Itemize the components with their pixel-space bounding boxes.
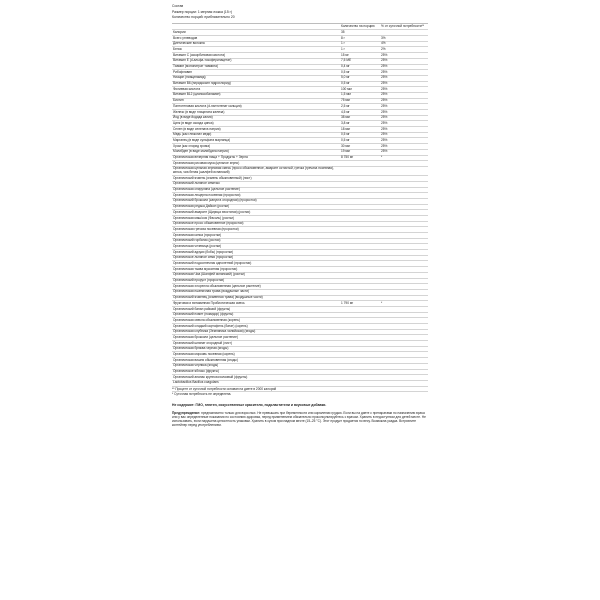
amount-per-serving: 75 мкг [340,98,380,104]
ingredient-name: Органическая гречиха посевная (проростки) [172,227,340,233]
ingredient-name: Органический ананас крупнохохолковый (фрукты) [172,375,340,381]
daily-value: 25% [380,81,428,87]
ingredient-name: Селен (в виде селената натрия) [172,127,340,133]
amount-per-serving: 1,5 мкг [340,92,380,98]
amount-per-serving: 0,5 мг [340,81,380,87]
ingredient-name: Органический подсолнечник однолетний (проростки) [172,261,340,267]
ingredient-name: Йод (в виде йодида калия) [172,115,340,121]
amount-per-serving: 0,4 мг [340,64,380,70]
ingredient-name: Тиамин (мононитрат тиамина) [172,64,340,70]
daily-value: 25% [380,64,428,70]
ingredient-name: Органический помет (помидор) (фрукты) [172,312,340,318]
header-amount: Количество на порцию [340,23,380,30]
amount-per-serving: 19 мкг [340,149,380,155]
ingredient-name: Органическая люцерна посевная (проростки) [172,193,340,199]
ingredient-name: Органическая спирулина (цельное растение) [172,187,340,193]
daily-value: 25% [380,104,428,110]
daily-value: 25% [380,115,428,121]
ingredient-name: Белок [172,47,340,53]
section-title: Состав [172,4,184,8]
ingredient-name: Органическое льняное семя (проростки) [172,255,340,261]
table-body [172,30,428,386]
ingredient-name: Органическая вишня обыкновенная (ягоды) [172,358,340,364]
daily-value: * [380,155,428,161]
amount-per-serving: 8 г [340,36,380,42]
ingredient-name: Витамин B12 (цианокобаламин) [172,92,340,98]
daily-value: 25% [380,110,428,116]
footnote-daily-value: ** Процент от суточной потребности основан на диете в 2000 калорий [172,386,428,392]
ingredient-name: Органическая вечерняя пища + Продукты + Зерна [172,155,340,161]
daily-value: 25% [380,127,428,133]
nutrition-table [172,23,428,386]
amount-per-serving: 4,5 мг [340,110,380,116]
ingredient-name: Органическая свекла обыкновенная (корень) [172,318,340,324]
ingredient-name: Органическая клубника (Земляника чилийская) (ягоды) [172,329,340,335]
ingredient-name: Органическая пшеничная трава (воздушные части) [172,289,340,295]
ingredient-name: Органический шпинат огородный (лист) [172,341,340,347]
ingredient-name: Органическая чечевица (ростки) [172,244,340,250]
header-name [172,23,340,30]
ingredient-name: Медь (как глюконат меди) [172,132,340,138]
ingredient-name: Органическое яблоко (фрукты) [172,369,340,375]
free-from-statement: Не содержит: ГМО, глютен, искусственные красители, подсластители и вкусовые добавки. [172,402,327,407]
daily-value: 4% [380,41,428,47]
ingredient-name: Пантотеновая кислота (d-пантотенат кальция) [172,104,340,110]
daily-value: 25% [380,121,428,127]
ingredient-name: Витамин Е (d-альфа-токоферилацетат) [172,58,340,64]
ingredient-name: Витамин С (аскорбиновая кислота) [172,53,340,59]
amount-per-serving: 1 790 мг [340,301,380,307]
daily-value: 25% [380,132,428,138]
ingredient-name: Органическая брокколи (цельное растение) [172,335,340,341]
ingredient-name: Органическая маш/соя (Фасоль) (ростки) [172,215,340,221]
ingredient-name: Органическая брюква черная (ягоды) [172,346,340,352]
amount-per-serving [340,166,380,175]
amount-per-serving: 100 мкг [340,87,380,93]
amount-per-serving: 5,0 мг [340,75,380,81]
ingredient-name: Органический сладкий картофель (батат) (корень) [172,324,340,330]
amount-per-serving: 2,5 мг [340,104,380,110]
amount-per-serving: 0,5 мг [340,70,380,76]
ingredient-name: Органическая хлорелла обыкновенная (цельное растение) [172,284,340,290]
supplement-facts [172,4,428,427]
ingredient-name: Органическая Чиа (Шалфей испанский) (ростки) [172,272,340,278]
daily-value: 25% [380,98,428,104]
amount-per-serving: 18 мкг [340,127,380,133]
ingredient-name: Всего углеводов [172,36,340,42]
ingredient-name: Органическая цельная зерновая смесь (просо обыкновенное, амарант остистый, гречка (гречиха посевная), киноа, чиа белая (шалфей испанский) [172,166,340,175]
daily-value: 25% [380,58,428,64]
ingredient-name: Органическая рисовая мука (цельное зерно) [172,161,340,167]
warning-text: предназначено только для взрослых. Не превышать при беременности или кормлении грудью. Если вы на диете с препаратами по назначению врача или у вас определенные показания по состоянию здоровья, перед применением обязательно проконсультируйтесь с врачом. Хранить в недоступном для детей месте. Не использовать, если нарушена целостность упаковки. Хранить в сухом прохладном месте (15–25 °С). Этот продукт продается по весу. Возможна усадка. Встряхните контейнер перед употреблением. [172,411,426,428]
daily-value: 25% [380,87,428,93]
ingredient-name: Органическая редька Дайкон (ростки) [172,204,340,210]
ingredient-name: Органический ячмень (ячмень обыкновенный) (лист) [172,176,340,182]
servings-per-container: Количество порций: приблизительно 20 [172,15,235,20]
daily-value: 25% [380,138,428,144]
ingredient-name: Диетические волокна [172,41,340,47]
warning-label: Предупреждение: [172,411,201,416]
ingredient-name: Молибден (в виде молибдата натрия) [172,149,340,155]
amount-per-serving: 15 мг [340,53,380,59]
ingredient-name: Цинк (в виде оксида цинка) [172,121,340,127]
daily-value: * [380,301,428,307]
amount-per-serving: 8 750 мг [340,155,380,161]
daily-value [380,166,428,175]
amount-per-serving: 0,5 мг [340,132,380,138]
ingredient-name: Органический брокколи (капуста огородная) (проростки) [172,198,340,204]
ingredient-name: Фруктовая и витаминная Пробиотическая смесь [172,301,340,307]
table-header-row [172,23,428,30]
ingredient-name: Марганец (в виде сульфата марганца) [172,138,340,144]
amount-per-serving: 1 г [340,47,380,53]
ingredient-name: Органическая черника (ягоды) [172,363,340,369]
amount-per-serving: 35 [340,30,380,36]
ingredient-name: Фолиевая кислота [172,87,340,93]
amount-per-serving: 38 мкг [340,115,380,121]
warning-block [172,411,428,427]
amount-per-serving: 1 г [340,41,380,47]
ingredient-name: Органический банан райский (фрукты) [172,306,340,312]
daily-value: 25% [380,92,428,98]
amount-per-serving: 0,5 мг [340,138,380,144]
footnote-not-established: * Суточная потребность не определена. [172,391,428,397]
daily-value: 25% [380,144,428,150]
daily-value: 2% [380,47,428,53]
daily-value: 25% [380,70,428,76]
serving-size: Размер порции: 1 мерная ложка (15 г) [172,9,233,14]
daily-value: 25% [380,75,428,81]
amount-per-serving: 7,5 МЕ [340,58,380,64]
ingredient-name: Органический амарант (Щирица хвостатая) (ростки) [172,210,340,216]
ingredient-name: Органический адзуки (бобы) (проростки) [172,250,340,256]
ingredient-name: Рибофлавин [172,70,340,76]
ingredient-name: Органическое просо обыкновенное (проростки) [172,221,340,227]
amount-per-serving: 3,8 мг [340,121,380,127]
ingredient-name: Органический горбанзо (ростки) [172,238,340,244]
ingredient-name: Органическая киноа (проростки) [172,233,340,239]
ingredient-name: Органический ячменец (ячменная трава) (воздушные части) [172,295,340,301]
ingredient-name: Органический льняное семечко [172,181,340,187]
header-daily-value: % от суточной потребности** [380,23,428,30]
ingredient-name: Органическая тыква мускатная (проростки) [172,267,340,273]
ingredient-name: Lactobacillus Bacillus coagulans [172,380,340,385]
ingredient-name: Хром (как хлорид хрома) [172,144,340,150]
daily-value: 25% [380,149,428,155]
ingredient-name: Органический проруст (проростки) [172,278,340,284]
daily-value: 25% [380,53,428,59]
amount-per-serving: 30 мкг [340,144,380,150]
table-row [172,166,428,175]
ingredient-name: Органическая морковь посевная (корень) [172,352,340,358]
ingredient-name: Ниацин (ниацинамид) [172,75,340,81]
ingredient-name: Калории [172,30,340,36]
ingredient-name: Биотин [172,98,340,104]
ingredient-name: Железо (в виде глицината железа) [172,110,340,116]
ingredient-name: Витамин B6 (пиридоксин гидрохлорид) [172,81,340,87]
daily-value: 3% [380,36,428,42]
